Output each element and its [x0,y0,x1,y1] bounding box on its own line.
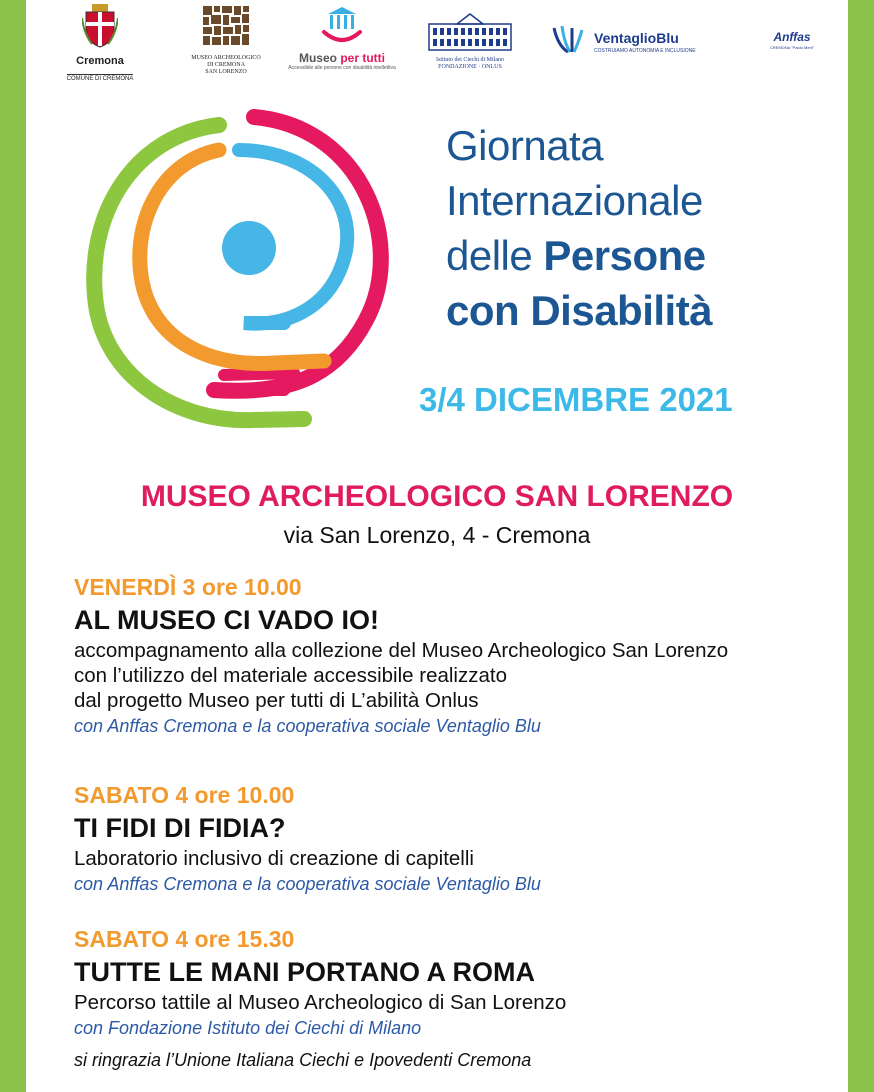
event-item [74,572,834,739]
title-line-3 [446,228,826,283]
museo-archeologico-logo [186,4,266,76]
event-name: TI FIDI DI FIDIA? [74,813,286,843]
title-line-3-bold: Persone [543,232,706,279]
mosaic-icon [201,4,251,50]
ciechi-line-2: FONDAZIONE · ONLUS [438,64,502,70]
anffas-name: Anffas [773,30,811,44]
event-when: SABATO 4 ore 10.00 [74,782,295,808]
event-item [74,924,834,1073]
title-line-3-plain: delle [446,232,533,279]
museo-per-tutti-logo [284,4,400,72]
museo-per-tutti-tagline: Accessibile alle persone con disabilità intellettiva [288,65,396,71]
istituto-ciechi-logo [424,10,516,71]
event-name: AL MUSEO CI VADO IO! [74,605,380,635]
ventaglio-blu-tagline: COSTRUIAMO AUTONOMIA E INCLUSIONE [594,48,696,54]
museo-per-tutti-name [284,51,400,65]
building-icon [427,10,513,52]
cremona-name: Cremona [76,55,124,67]
event-desc-line: accompagnamento alla collezione del Museo Archeologico San Lorenzo [74,639,729,662]
temple-smile-icon [320,4,364,46]
museo-per-tutti-name-2: per tutti [340,51,386,65]
event-title [446,118,826,338]
venue-address: via San Lorenzo, 4 - Cremona [283,522,591,548]
event-dates: 3/4 DICEMBRE 2021 [419,381,733,418]
museo-line-2: DI CREMONA [207,62,245,68]
museo-line-1: MUSEO ARCHEOLOGICO [191,55,261,61]
anffas-logo [752,30,832,51]
inclusion-emblem-icon [74,105,404,435]
coat-of-arms-icon [82,4,118,48]
title-line-2: Internazionale [446,177,703,224]
museo-line-3: SAN LORENZO [205,69,247,75]
title-line-1: Giornata [446,122,604,169]
cremona-sub: COMUNE DI CREMONA [66,76,134,82]
ventaglio-blu-name: VentaglioBlu [594,30,679,46]
fan-icon [548,22,590,58]
event-desc-line: con l’utilizzo del materiale accessibile realizzato [74,664,507,687]
event-item [74,780,834,897]
event-partners: con Anffas Cremona e la cooperativa sociale Ventaglio Blu [74,874,541,894]
poster [26,0,848,1092]
ciechi-line-1: Istituto dei Ciechi di Milano [436,57,504,63]
museo-per-tutti-name-1: Museo [298,51,337,65]
event-partners: con Anffas Cremona e la cooperativa sociale Ventaglio Blu [74,716,541,736]
event-desc-line: dal progetto Museo per tutti di L’abilità Onlus [74,689,479,712]
event-when: VENERDÌ 3 ore 10.00 [74,574,302,600]
venue-name: MUSEO ARCHEOLOGICO SAN LORENZO [140,480,734,513]
title-line-4: con Disabilità [446,287,713,334]
event-desc-line: Laboratorio inclusivo di creazione di capitelli [74,847,474,870]
event-partners: con Fondazione Istituto dei Ciechi di Milano [74,1018,422,1038]
event-thanks: si ringrazia l’Unione Italiana Ciechi e Ipovedenti Cremona [74,1050,532,1070]
anffas-sub: CREMONA "Paolo Merli" [769,45,815,50]
event-desc-line: Percorso tattile al Museo Archeologico di San Lorenzo [74,991,567,1014]
event-name: TUTTE LE MANI PORTANO A ROMA [74,957,535,987]
event-when: SABATO 4 ore 15.30 [74,926,295,952]
cremona-logo [64,4,136,85]
